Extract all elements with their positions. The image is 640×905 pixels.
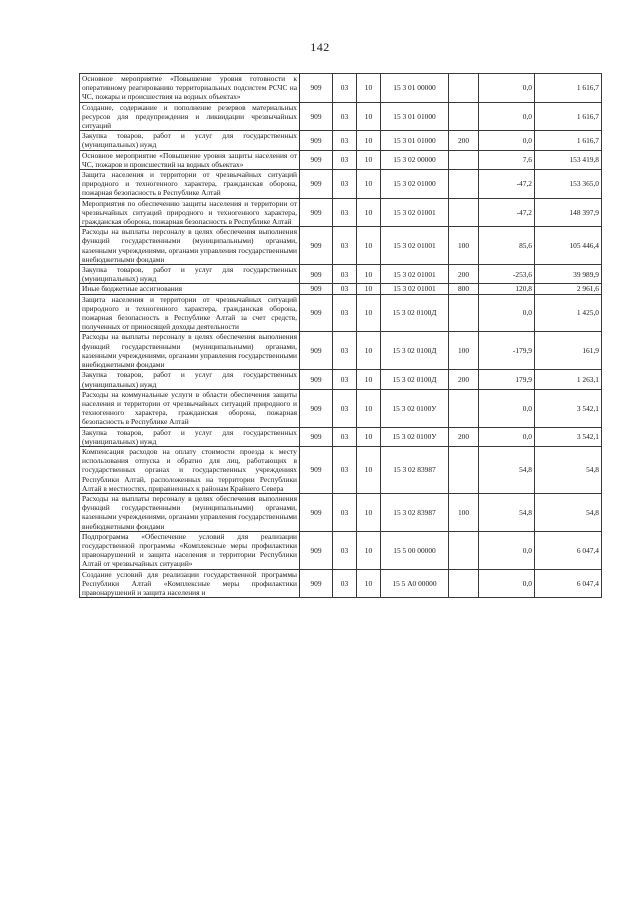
row-csr-code: 15 3 02 01000 — [381, 170, 449, 199]
row-gr-code: 909 — [300, 427, 333, 446]
row-total-amount: 161,9 — [535, 332, 602, 370]
row-name: Основное мероприятие «Повышение уровня готовности к оперативному реагированию территориальных подсистем РСЧС на ЧС, пожары и происшествия на водных объектах» — [80, 74, 300, 103]
row-pr-code: 10 — [357, 493, 381, 531]
row-vr-code — [449, 389, 479, 427]
row-csr-code: 15 3 02 01001 — [381, 284, 449, 294]
row-total-amount: 1 616,7 — [535, 131, 602, 150]
row-name: Иные бюджетные ассигнования — [80, 284, 300, 294]
row-vr-code — [449, 170, 479, 199]
row-change-amount: 0,0 — [479, 74, 535, 103]
table-row — [80, 170, 602, 199]
row-pr-code: 10 — [357, 150, 381, 169]
row-total-amount: 39 989,9 — [535, 265, 602, 284]
row-pr-code: 10 — [357, 370, 381, 389]
table-row — [80, 150, 602, 169]
row-total-amount: 3 542,1 — [535, 389, 602, 427]
row-total-amount: 2 961,6 — [535, 284, 602, 294]
table-row — [80, 370, 602, 389]
row-vr-code — [449, 102, 479, 131]
row-rz-code: 03 — [333, 427, 357, 446]
row-change-amount: 54,8 — [479, 493, 535, 531]
row-vr-code: 200 — [449, 427, 479, 446]
row-csr-code: 15 5 А0 00000 — [381, 569, 449, 598]
row-pr-code: 10 — [357, 198, 381, 227]
row-csr-code: 15 3 02 0100Д — [381, 294, 449, 332]
row-rz-code: 03 — [333, 227, 357, 265]
row-gr-code: 909 — [300, 389, 333, 427]
row-total-amount: 6 047,4 — [535, 531, 602, 569]
row-change-amount: 85,6 — [479, 227, 535, 265]
table-row — [80, 294, 602, 332]
row-vr-code — [449, 446, 479, 493]
row-gr-code: 909 — [300, 102, 333, 131]
row-total-amount: 6 047,4 — [535, 569, 602, 598]
row-change-amount: 179,9 — [479, 370, 535, 389]
row-gr-code: 909 — [300, 150, 333, 169]
row-name: Закупка товаров, работ и услуг для государственных (муниципальных) нужд — [80, 265, 300, 284]
row-vr-code — [449, 150, 479, 169]
row-csr-code: 15 3 01 00000 — [381, 74, 449, 103]
row-name: Закупка товаров, работ и услуг для государственных (муниципальных) нужд — [80, 370, 300, 389]
row-change-amount: -179,9 — [479, 332, 535, 370]
row-gr-code: 909 — [300, 370, 333, 389]
row-change-amount: 7,6 — [479, 150, 535, 169]
table-row — [80, 569, 602, 598]
row-vr-code: 200 — [449, 131, 479, 150]
row-rz-code: 03 — [333, 131, 357, 150]
table-row — [80, 446, 602, 493]
row-total-amount: 105 446,4 — [535, 227, 602, 265]
row-rz-code: 03 — [333, 493, 357, 531]
row-pr-code: 10 — [357, 102, 381, 131]
row-pr-code: 10 — [357, 569, 381, 598]
row-csr-code: 15 3 02 0100У — [381, 427, 449, 446]
table-row — [80, 74, 602, 103]
table-row — [80, 198, 602, 227]
row-pr-code: 10 — [357, 284, 381, 294]
row-rz-code: 03 — [333, 198, 357, 227]
row-rz-code: 03 — [333, 531, 357, 569]
table-row — [80, 493, 602, 531]
row-csr-code: 15 3 02 0100У — [381, 389, 449, 427]
row-vr-code — [449, 74, 479, 103]
row-name: Защита населения и территории от чрезвычайных ситуаций природного и техногенного характера, гражданская оборона, пожарная безопасность в Республике Алтай за счет средств, полученных от приносящей доходы деятельности — [80, 294, 300, 332]
row-name: Расходы на выплаты персоналу в целях обеспечения выполнения функций государственными (муниципальными) органами, казенными учреждениями, органами управления государственными внебюджетными фондами — [80, 332, 300, 370]
row-total-amount: 1 616,7 — [535, 102, 602, 131]
row-change-amount: 0,0 — [479, 427, 535, 446]
row-pr-code: 10 — [357, 531, 381, 569]
row-gr-code: 909 — [300, 131, 333, 150]
row-total-amount: 1 616,7 — [535, 74, 602, 103]
row-csr-code: 15 3 01 01000 — [381, 131, 449, 150]
row-rz-code: 03 — [333, 170, 357, 199]
row-name: Подпрограмма «Обеспечение условий для реализации государственной программы «Комплексные меры профилактики правонарушений и защита населения и территории Республики Алтай от чрезвычайных ситуаций» — [80, 531, 300, 569]
row-rz-code: 03 — [333, 389, 357, 427]
row-pr-code: 10 — [357, 446, 381, 493]
row-change-amount: 0,0 — [479, 131, 535, 150]
row-vr-code — [449, 531, 479, 569]
row-name: Закупка товаров, работ и услуг для государственных (муниципальных) нужд — [80, 427, 300, 446]
row-change-amount: -253,6 — [479, 265, 535, 284]
row-total-amount: 148 397,9 — [535, 198, 602, 227]
row-pr-code: 10 — [357, 294, 381, 332]
row-csr-code: 15 5 00 00000 — [381, 531, 449, 569]
row-change-amount: 0,0 — [479, 531, 535, 569]
row-pr-code: 10 — [357, 170, 381, 199]
row-change-amount: -47,2 — [479, 198, 535, 227]
row-csr-code: 15 3 02 83987 — [381, 446, 449, 493]
row-rz-code: 03 — [333, 102, 357, 131]
row-csr-code: 15 3 02 83987 — [381, 493, 449, 531]
row-name: Защита населения и территории от чрезвычайных ситуаций природного и техногенного характера, гражданская оборона, пожарная безопасность в Республике Алтай — [80, 170, 300, 199]
table-row — [80, 102, 602, 131]
row-name: Расходы на выплаты персоналу в целях обеспечения выполнения функций государственными (муниципальными) органами, казенными учреждениями, органами управления государственными внебюджетными фондами — [80, 227, 300, 265]
row-gr-code: 909 — [300, 265, 333, 284]
table-row — [80, 227, 602, 265]
row-vr-code — [449, 294, 479, 332]
row-vr-code: 100 — [449, 227, 479, 265]
table-row — [80, 531, 602, 569]
row-vr-code — [449, 569, 479, 598]
row-name: Закупка товаров, работ и услуг для государственных (муниципальных) нужд — [80, 131, 300, 150]
row-csr-code: 15 3 02 0100Д — [381, 370, 449, 389]
row-total-amount: 1 425,0 — [535, 294, 602, 332]
row-rz-code: 03 — [333, 446, 357, 493]
row-change-amount: 0,0 — [479, 569, 535, 598]
budget-table — [79, 73, 602, 598]
table-row — [80, 332, 602, 370]
row-name: Мероприятия по обеспечению защиты населения и территории от чрезвычайных ситуаций природного и техногенного характера, гражданская оборона, пожарная безопасность в Республике Алтай — [80, 198, 300, 227]
row-gr-code: 909 — [300, 446, 333, 493]
table-row — [80, 284, 602, 294]
row-vr-code: 800 — [449, 284, 479, 294]
row-csr-code: 15 3 01 01000 — [381, 102, 449, 131]
row-gr-code: 909 — [300, 227, 333, 265]
page-number: 142 — [310, 40, 330, 54]
row-rz-code: 03 — [333, 294, 357, 332]
row-pr-code: 10 — [357, 74, 381, 103]
row-gr-code: 909 — [300, 198, 333, 227]
row-rz-code: 03 — [333, 265, 357, 284]
row-pr-code: 10 — [357, 332, 381, 370]
table-body — [80, 74, 602, 598]
row-csr-code: 15 3 02 0100Д — [381, 332, 449, 370]
table-row — [80, 265, 602, 284]
row-gr-code: 909 — [300, 531, 333, 569]
row-name: Основное мероприятие «Повышение уровня защиты населения от ЧС, пожаров и происшествий на водных объектах» — [80, 150, 300, 169]
row-total-amount: 54,8 — [535, 493, 602, 531]
row-change-amount: 0,0 — [479, 102, 535, 131]
row-gr-code: 909 — [300, 170, 333, 199]
row-rz-code: 03 — [333, 74, 357, 103]
row-rz-code: 03 — [333, 150, 357, 169]
row-rz-code: 03 — [333, 332, 357, 370]
row-total-amount: 153 419,8 — [535, 150, 602, 169]
row-vr-code — [449, 198, 479, 227]
row-gr-code: 909 — [300, 294, 333, 332]
row-name: Компенсация расходов на оплату стоимости проезда к месту использования отпуска и обратно для лиц, работающих в государственных органах и государственных учреждениях Республики Алтай, расположенных на территории Республики Алтай в местностях, приравненных к районам Крайнего Севера — [80, 446, 300, 493]
row-change-amount: 54,8 — [479, 446, 535, 493]
row-vr-code: 200 — [449, 370, 479, 389]
row-gr-code: 909 — [300, 284, 333, 294]
row-pr-code: 10 — [357, 227, 381, 265]
row-rz-code: 03 — [333, 284, 357, 294]
row-vr-code: 100 — [449, 332, 479, 370]
row-name: Создание условий для реализации государственной программы Республики Алтай «Комплексные меры профилактики правонарушений и защита населения и — [80, 569, 300, 598]
row-csr-code: 15 3 02 00000 — [381, 150, 449, 169]
row-name: Расходы на коммунальные услуги в области обеспечения защиты населения и территории от чрезвычайных ситуаций природного и техногенного характера, гражданская оборона, пожарная безопасность в Республике Алтай — [80, 389, 300, 427]
row-pr-code: 10 — [357, 265, 381, 284]
row-total-amount: 54,8 — [535, 446, 602, 493]
row-rz-code: 03 — [333, 569, 357, 598]
row-change-amount: -47,2 — [479, 170, 535, 199]
table-row — [80, 131, 602, 150]
row-gr-code: 909 — [300, 569, 333, 598]
row-vr-code: 200 — [449, 265, 479, 284]
row-total-amount: 3 542,1 — [535, 427, 602, 446]
row-csr-code: 15 3 02 01001 — [381, 265, 449, 284]
row-csr-code: 15 3 02 01001 — [381, 227, 449, 265]
row-pr-code: 10 — [357, 427, 381, 446]
row-total-amount: 1 263,1 — [535, 370, 602, 389]
row-change-amount: 0,0 — [479, 389, 535, 427]
row-rz-code: 03 — [333, 370, 357, 389]
row-name: Расходы на выплаты персоналу в целях обеспечения выполнения функций государственными (муниципальными) органами, казенными учреждениями, органами управления государственными внебюджетными фондами — [80, 493, 300, 531]
row-change-amount: 0,0 — [479, 294, 535, 332]
row-gr-code: 909 — [300, 74, 333, 103]
row-pr-code: 10 — [357, 389, 381, 427]
row-change-amount: 120,8 — [479, 284, 535, 294]
table-row — [80, 427, 602, 446]
row-csr-code: 15 3 02 01001 — [381, 198, 449, 227]
row-vr-code: 100 — [449, 493, 479, 531]
row-total-amount: 153 365,0 — [535, 170, 602, 199]
row-gr-code: 909 — [300, 332, 333, 370]
row-pr-code: 10 — [357, 131, 381, 150]
row-gr-code: 909 — [300, 493, 333, 531]
row-name: Создание, содержание и пополнение резервов материальных ресурсов для предупреждения и ликвидации чрезвычайных ситуаций — [80, 102, 300, 131]
table-row — [80, 389, 602, 427]
